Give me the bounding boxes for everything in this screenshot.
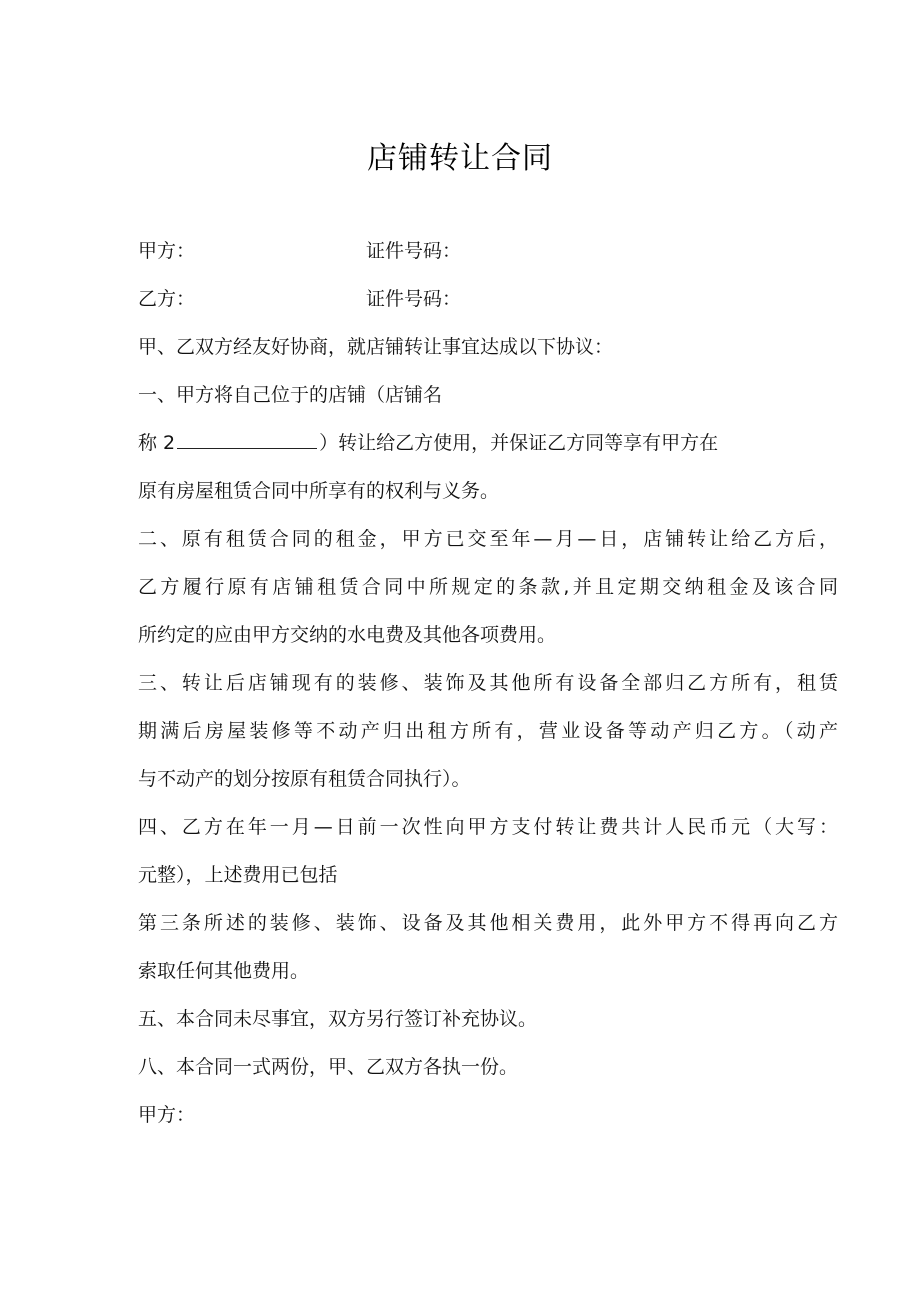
party-b-label: 乙方：: [138, 288, 196, 310]
clause-2-line-1: 二、原有租赁合同的租金，甲方已交至年—月—日，店铺转让给乙方后，: [138, 528, 838, 550]
clause-4-line-3: 第三条所述的装修、装饰、设备及其他相关费用，此外甲方不得再向乙方: [138, 912, 838, 934]
clause-2-line-3: 所约定的应由甲方交纳的水电费及其他各项费用。: [138, 624, 557, 646]
party-a-label: 甲方：: [138, 240, 196, 262]
clause-5: 五、本合同未尽事宜，双方另行签订补充协议。: [138, 1008, 538, 1030]
signature-party-a: 甲方：: [138, 1104, 196, 1126]
clause-6: 八、本合同一式两份，甲、乙双方各执一份。: [138, 1056, 519, 1078]
party-b-id-label: 证件号码：: [366, 288, 462, 310]
shop-name-blank: [177, 430, 317, 449]
clause-1-line-3: 原有房屋租赁合同中所享有的权利与义务。: [138, 480, 500, 502]
intro-paragraph: 甲、乙双方经友好协商，就店铺转让事宜达成以下协议：: [138, 336, 614, 358]
clause-4-line-1: 四、乙方在年一月—日前一次性向甲方支付转让费共计人民币元（大写：: [138, 816, 838, 838]
clause-4-line-4: 索取任何其他费用。: [138, 960, 310, 982]
clause-1-line-2-suffix: ）转让给乙方使用，并保证乙方同等享有甲方在: [319, 432, 719, 454]
clause-3-line-1: 三、转让后店铺现有的装修、装饰及其他所有设备全部归乙方所有，租赁: [138, 672, 838, 694]
document-title: 店铺转让合同: [367, 141, 553, 176]
party-a-id-label: 证件号码：: [366, 240, 462, 262]
clause-1-line-1: 一、甲方将自己位于的店铺（店铺名: [138, 384, 443, 406]
clause-2-line-2: 乙方履行原有店铺租赁合同中所规定的条款,并且定期交纳租金及该合同: [138, 576, 838, 598]
clause-1-line-2-prefix: 称 2: [138, 432, 176, 454]
clause-3-line-2: 期满后房屋装修等不动产归出租方所有，营业设备等动产归乙方。（动产: [138, 720, 838, 742]
clause-4-line-2: 元整），上述费用已包括: [138, 864, 338, 886]
clause-1-line-2: [138, 429, 718, 457]
clause-3-line-3: 与不动产的划分按原有租赁合同执行）。: [138, 768, 471, 790]
